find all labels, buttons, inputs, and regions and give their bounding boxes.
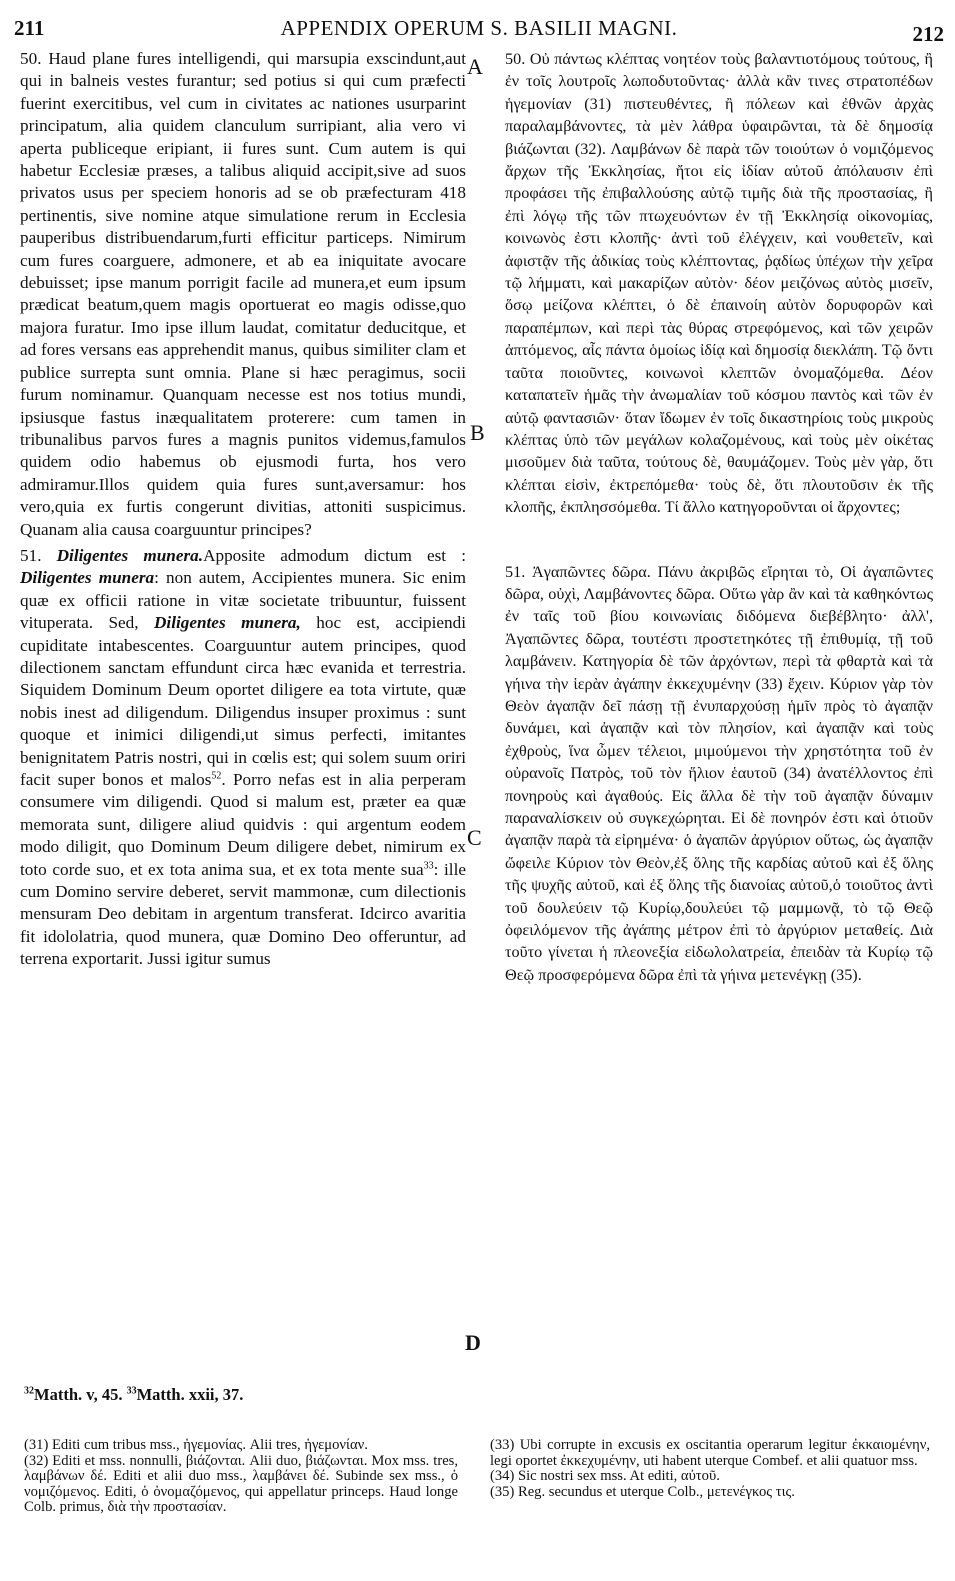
footnotes-right	[490, 1438, 930, 1500]
margin-marker-a: A	[467, 54, 483, 79]
latin-section-50: 50. Haud plane fures intelligendi, qui marsupia exscindunt,aut qui in balneis vestes furantur; sed potius si qui cum præfecti fuerint exercitibus, vel cum in civitates ac nationes usurparint principatum, alia quidem clanculum surripiant, alia vero vi aperta publiceque eripiant, ii fures sunt. Cum autem is qui habetur Ecclesiæ præses, a talibus aliquid accipit,sive ad suos privatos usus per speciem honoris ad se ob præfecturam 418 pertinentis, sive nomine atque simulatione rerum in Ecclesia pauperibus distribuendarum,furti efficitur particeps. Nimirum cum fures coarguere, admonere, et ab ea iniquitate avocare debuisset; ipse manum porrigit facile ad munera,et eum ipsum prædicat beatum,quem magis oportuerat eo magis odisse,quo majora furatur. Imo ipse illum laudat, comitatur deducitque, et ad fores versans eas apprehendit manus, quibus similiter clam et publice surrepta sunt omnia. Plane si hæc peragimus, socii furum nominamur. Quanquam necesse est nos totius mundi, ipsiusque fastus inæqualitatem proterere: cum tamen in tribunalibus parvos fures a magnis punitos videmus,famulos quidem odio habemus ob ejusmodi furta, hos vero admiramur.Illos quidem quia fures sunt,aversamur: hos vero,quia ex furtis congerunt divitias, attoniti suspicimus. Quanam alia causa coarguuntur principes?	[20, 49, 466, 539]
greek-column	[505, 48, 933, 986]
scripture-ref: Matth. xxii, 37.	[136, 1385, 244, 1404]
scripture-references	[24, 1385, 243, 1405]
footnote: (33) Ubi corrupte in excusis ex oscitantia operarum legitur ἐκκαιομένην, legi oportet ἐκκεχυμένην, uti habent uterque Combef. et alii quatuor mss.	[490, 1437, 930, 1469]
margin-marker-d: D	[465, 1330, 481, 1355]
scripture-ref-number: 33	[126, 1385, 137, 1397]
running-header	[14, 8, 944, 48]
running-title: APPENDIX OPERUM S. BASILII MAGNI.	[280, 16, 678, 40]
latin-section-51	[20, 545, 466, 971]
margin-marker-c: C	[467, 825, 482, 850]
lemma: Diligentes munera	[20, 568, 155, 588]
footnote: (35) Reg. secundus et uterque Colb., μετενέγκος τις.	[490, 1483, 795, 1500]
footnote-ref: 52	[211, 770, 222, 782]
section-number: 51.	[20, 545, 57, 565]
greek-section-50: 50. Οὐ πάντως κλέπτας νοητέον τοὺς βαλαντιοτόμους τούτους, ἢ ἐν τοῖς λουτροῖς λωποδυτοῦντας· ἀλλὰ κἂν τινες στρατοπέδων ἡγεμονίαν (31) πιστευθέντες, ἢ πόλεων καὶ ἐθνῶν ἀρχὰς παραλαμβάνοντες, τὰ μὲν λάθρα ὑφαιρῶνται, τὰ δὲ δημοσίᾳ βιάζωνται (32). Λαμβάνων δὲ παρὰ τῶν τοιούτων ὁ νομιζόμενος ἄρχων τῆς Ἐκκλησίας, ἤτοι εἰς ἰδίαν αὐτοῦ ἀπόλαυσιν ἐπὶ προφάσει τῆς ἐπιβαλλούσης αὐτῷ τιμῆς διὰ τῆς προστασίας, ἢ ἐπὶ λόγῳ τῆς τῶν πτωχευόντων ἐν τῇ Ἐκκλησίᾳ οἰκονομίας, κοινωνὸς ἐστι κλοπῆς· ἀντὶ τοῦ ἐλέγχειν, καὶ νουθετεῖν, καὶ ἀφιστᾷν τῆς ἀδικίας τοὺς κλέπτοντας, ῥᾳδίως ὑπέχων τὴν χεῖρα τῷ λήμματι, καὶ μακαρίζων αὐτὸν· δέον μειζόνως αὐτὸς μισεῖν, ὅσῳ μείζονα κλέπτει, ὁ δὲ ἐπαινοίη αὐτὸν δορυφορῶν καὶ παραπέμπων, καὶ περὶ τὰς θύρας στρεφόμενος, καὶ τῶν χειρῶν ἀπτόμενος, αἷς πάντα ὁμοίως ἰδίᾳ καὶ δημοσίᾳ διεκλάπη. Τῷ ὄντι ταῦτα ποιοῦντες, κοινωνοὶ κλεπτῶν ὀνομαζόμεθα. Δέον καταπατεῖν ἡμᾶς τὴν ἀνωμαλίαν τοῦ κόσμου παντὸς καὶ τῶν ἐν αὐτῷ φαντασιῶν· ὅταν ἴδωμεν ἐν τοῖς δικαστηρίοις τοὺς μικροὺς κλέπτας ὑπὸ τῶν μεγάλων κολαζομένους, καὶ τοὺς μὲν οἰκέτας μισοῦμεν διὰ ταῦτα, τούτους δὲ, θαυμάζομεν. Τοὺς μὲν γὰρ, ὅτι κλέπται εἰσὶν, ἐκτρεπόμεθα· τοὺς δὲ, ὅτι πλουτοῦσιν ἐκ τῆς κλοπῆς, ἐκπλησσόμεθα. Τί ἄλλο κατηγοροῦνται οἱ ἄρχοντες;	[505, 50, 933, 517]
page-number-left: 211	[14, 16, 45, 40]
latin-column	[20, 48, 466, 971]
lemma: Diligentes munera.	[56, 545, 204, 565]
footnote: (32) Editi et mss. nonnulli, βιάζονται. Alii duo, βιάζωνται. Mox mss. tres, λαμβάνων δέ. Editi et alii duo mss., λαμβάνει δέ. Subinde sex mss., ὁ νομιζόμενος. Editi, ὁ ὀνομαζόμενος, qui appellatur princeps. Haud longe Colb. primus, διὰ τὴν προστασίαν.	[24, 1452, 458, 1516]
page-number-right: 212	[912, 22, 944, 46]
scripture-ref-number: 32	[24, 1385, 34, 1397]
margin-marker-b: B	[470, 420, 485, 445]
footnote: (31) Editi cum tribus mss., ἡγεμονίας. Alii tres, ἡγεμονίαν.	[24, 1437, 368, 1453]
latin-text: : ille cum Domino servire deberet, servit mammonæ, cum dilectionis mensuram Deo debitam in argentum transferat. Idcirco avaritia fit idololatria, quod munera, quæ Domino Deo offeruntur, ad terrena exportarit. Jussi igitur sumus	[20, 859, 466, 969]
footnotes-left	[24, 1438, 458, 1516]
latin-text: : non autem, Accipientes munera. Sic enim quæ ex officii ratione in vitæ societate tribuuntur, fuissent vituperata. Sed,	[20, 568, 466, 633]
greek-section-51: 51. Ἀγαπῶντες δῶρα. Πάνυ ἀκριβῶς εἴρηται τὸ, Οἱ ἀγαπῶντες δῶρα, οὐχὶ, Λαμβάνοντες δῶρα. Οὕτω γὰρ ἂν καὶ τὰ καθηκόντως ἐν ταῖς τοῦ βίου κοινωνίαις διδόμενα διεβέβλητο· ἀλλ', Ἀγαπῶντες δῶρα, τουτέστι προστετηκότες τῇ ἐπιθυμίᾳ, τῇ τοῦ λαμβάνειν. Κατηγορία δὲ τῶν ἀρχόντων, περὶ τὰ φθαρτὰ καὶ τὰ γήινα τὴν ἱερὰν ἀγάπην ἐκκεχυμένην (33) ἔχειν. Κύριον γὰρ τὸν Θεὸν ἀγαπᾷν δεῖ πάσῃ τῇ ἐνυπαρχούσῃ ἡμῖν πρὸς τὸ ἀγαπᾷν δυνάμει, καὶ ἀγαπᾷν καὶ τὸν πλησίον, καὶ ἀγαπᾷν καὶ τοὺς ἐχθροὺς, ἵνα ὦμεν τέλειοι, μιμούμενοι τὴν χρηστότητα τοῦ ἐν οὐρανοῖς Πατρὸς, τοῦ τὸν ἥλιον ἑαυτοῦ (34) ἀνατέλλοντος ἐπὶ πονηροὺς καὶ ἀγαθούς. Εἰς ἄλλα δὲ τὴν τοῦ ἀγαπᾷν δύναμιν παραναλίσκειν οὐ συγκεχώρηται. Εἰ δὲ πονηρόν ἐστι καὶ ὁτιοῦν ἀγαπᾷν παρὰ τὰ εἰρημένα· ὁ ἀγαπῶν ἀργύριον οὕτως, ὡς ἀγαπᾷν ὤφειλε Κύριον τὸν Θεὸν,ἐξ ὅλης τῆς καρδίας αὐτοῦ καὶ ἐξ ὅλης τῆς ψυχῆς αὐτοῦ, καὶ ἐξ ὅλης τῆς διανοίας αὐτοῦ,ὁ τοιοῦτος ἀντὶ τοῦ δουλεύειν τῷ Κυρίῳ,δουλεύει τῷ μαμμωνᾷ, τὸ τῷ Θεῷ ὀφειλόμενον τῆς ἀγάπης μέτρον ἐπὶ τὸ ἀργύριον μεταθείς. Διὰ τοῦτο γίνεται ἡ πλεονεξία εἰδωλολατρεία, ἐπειδὰν τὰ Κυρίῳ τῷ Θεῷ προσφερόμενα δῶρα ἐπὶ τὰ γήινα μετενέγκῃ (35).	[505, 562, 933, 984]
latin-text: Apposite admodum dictum est :	[203, 545, 466, 565]
latin-text: . Porro nefas est in alia perperam consumere vim diligendi. Quod si malum est, præter ea quæ memorata sunt, diligere aliud quidvis : qui argentum eodem modo diligit, quo Dominum Deum diligere debet, nimirum ex toto corde suo, et ex tota anima sua, et ex tota mente sua	[20, 770, 466, 879]
lemma: Diligentes munera,	[154, 613, 301, 633]
footnote-ref: 33	[423, 859, 434, 871]
footnote: (34) Sic nostri sex mss. At editi, αὐτοῦ.	[490, 1468, 720, 1485]
latin-text: hoc est, accipiendi cupiditate intabescentes. Coarguuntur autem principes, quod dilectionem sanctam effundunt circa hæc evanida et terrestria. Siquidem Dominum Deum oportet diligere ea tota virtute, quæ nobis inest ad diligendum. Diligendus insuper proximus : sunt quoque et inimici diligendi,ut simus perfecti, imitantes benignitatem Patris nostri, qui in cœlis est; qui solem suum oriri facit super bonos et malos	[20, 613, 467, 789]
scripture-ref: Matth. v, 45.	[34, 1385, 127, 1404]
